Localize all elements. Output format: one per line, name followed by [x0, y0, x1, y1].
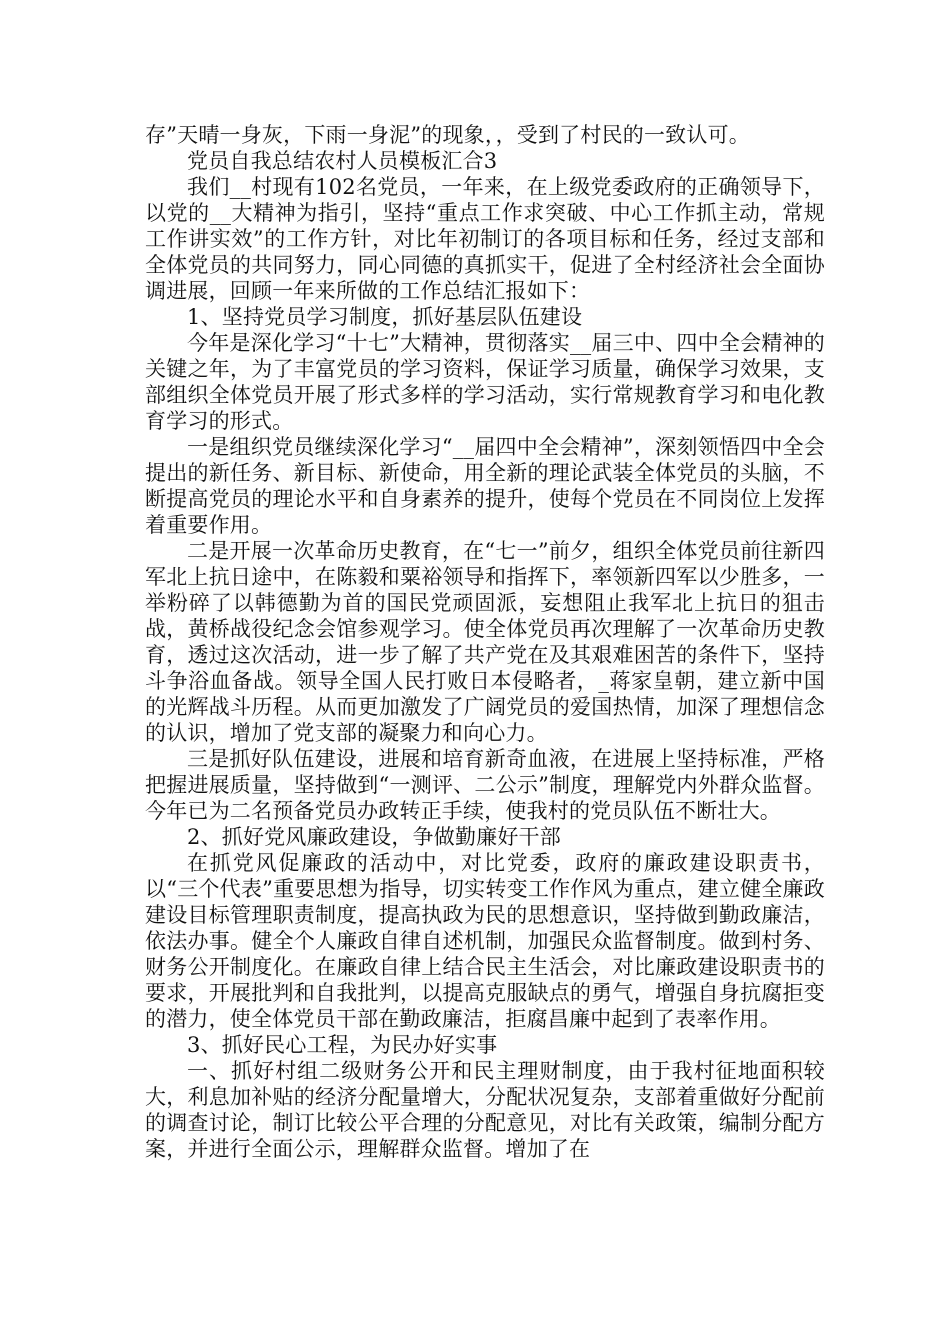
- section-title: 党员自我总结农村人员模板汇合3: [187, 149, 498, 173]
- document-body: [145, 122, 825, 1162]
- heading-1: 1、坚持党员学习制度，抓好基层队伍建设: [187, 305, 583, 329]
- paragraph-intro: 我们__村现有102名党员，一年来，在上级党委政府的正确领导下，以党的__大精神为指引，坚持“重点工作求突破、中心工作抓主动，常规工作讲实效”的工作方针，对比年初制订的各项目标和任务，经过支部和全体党员的共同努力，同心同德的真抓实干，促进了全村经济社会全面协调进展，回顾一年来所做的工作总结汇报如下：: [145, 175, 825, 303]
- paragraph: 今年是深化学习“十七”大精神，贯彻落实__届三中、四中全会精神的关键之年，为了丰富党员的学习资料，保证学习质量，确保学习效果，支部组织全体党员开展了形式多样的学习活动，实行常规教育学习和电化教育学习的形式。: [145, 331, 825, 433]
- heading-2: 2、抓好党风廉政建设，争做勤廉好干部: [187, 825, 561, 849]
- paragraph: 二是开展一次革命历史教育，在“七一”前夕，组织全体党员前往新四军北上抗日途中，在陈毅和粟裕领导和指挥下，率领新四军以少胜多，一举粉碎了以韩德勤为首的国民党顽固派，妄想阻止我军北上抗日的狙击战，黄桥战役纪念会馆参观学习。使全体党员再次理解了一次革命历史教育，透过这次活动，进一步了解了共产党在及其艰难困苦的条件下，坚持斗争浴血备战。领导全国人民打败日本侵略者，_蒋家皇朝，建立新中国的光辉战斗历程。从而更加激发了广阔党员的爱国热情，加深了理想信念的认识，增加了党支部的凝聚力和向心力。: [145, 539, 825, 745]
- paragraph: 一是组织党员继续深化学习“__届四中全会精神”，深刻领悟四中全会提出的新任务、新目标、新使命，用全新的理论武装全体党员的头脑，不断提高党员的理论水平和自身素养的提升，使每个党员在不同岗位上发挥着重要作用。: [145, 435, 825, 537]
- paragraph: 三是抓好队伍建设，进展和培育新奇血液，在进展上坚持标准，严格把握进展质量，坚持做到“一测评、二公示”制度，理解党内外群众监督。今年已为二名预备党员办政转正手续，使我村的党员队伍不断壮大。: [145, 747, 825, 823]
- paragraph: 在抓党风促廉政的活动中，对比党委，政府的廉政建设职责书，以“三个代表”重要思想为指导，切实转变工作作风为重点，建立健全廉政建设目标管理职责制度，提高执政为民的思想意识，坚持做到勤政廉洁，依法办事。健全个人廉政自律自述机制，加强民众监督制度。做到村务、财务公开制度化。在廉政自律上结合民主生活会，对比廉政建设职责书的要求，开展批判和自我批判，以提高克服缺点的勇气，增强自身抗腐拒变的潜力，使全体党员干部在勤政廉洁，拒腐昌廉中起到了表率作用。: [145, 851, 825, 1031]
- paragraph: 一、抓好村组二级财务公开和民主理财制度，由于我村征地面积较大，利息加补贴的经济分配量增大，分配状况复杂，支部着重做好分配前的调查讨论，制订比较公平合理的分配意见，对比有关政策，编制分配方案，并进行全面公示，理解群众监督。增加了在: [145, 1059, 825, 1161]
- paragraph-continuation: 存”天晴一身灰，下雨一身泥”的现象，，受到了村民的一致认可。: [145, 123, 750, 147]
- heading-3: 3、抓好民心工程，为民办好实事: [187, 1033, 498, 1057]
